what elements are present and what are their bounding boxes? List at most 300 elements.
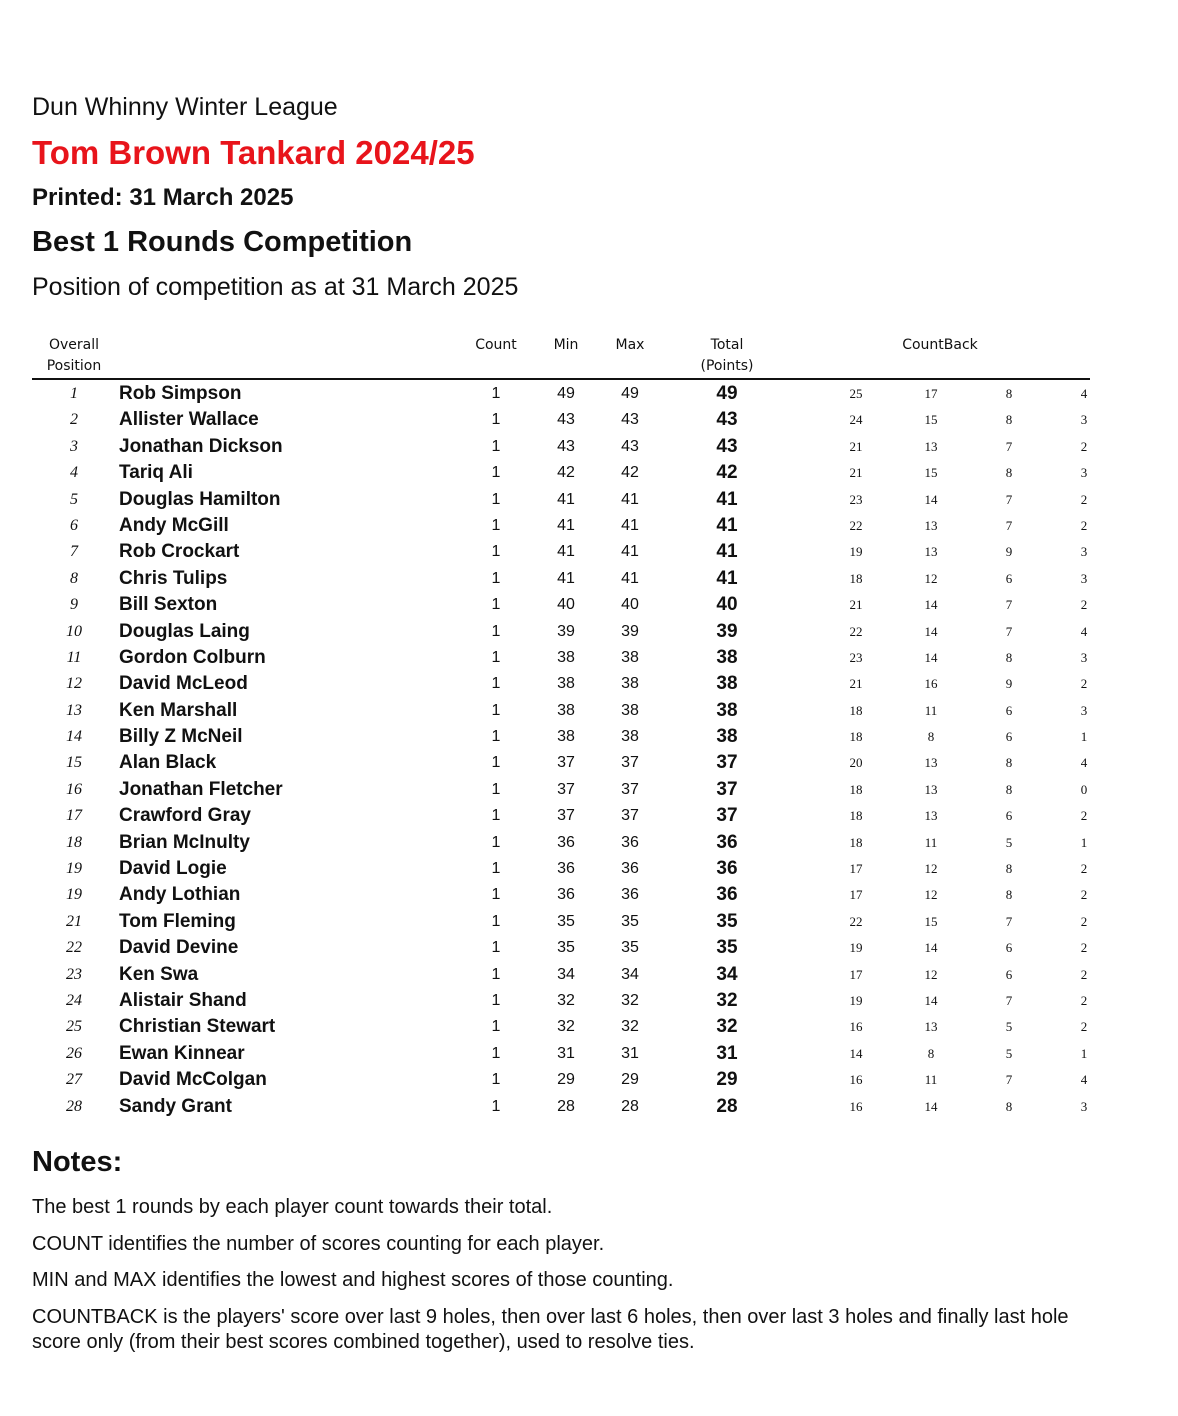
countback-9-cell: 21 <box>849 465 863 481</box>
min-cell: 32 <box>557 1018 575 1036</box>
player-name: David Logie <box>119 858 227 880</box>
max-cell: 38 <box>621 701 639 719</box>
countback-6-cell: 16 <box>924 676 938 692</box>
count-cell: 1 <box>491 385 501 402</box>
count-cell: 1 <box>491 675 501 693</box>
player-name: Alan Black <box>119 752 217 774</box>
min-cell: 38 <box>557 728 575 746</box>
count-cell: 1 <box>491 728 501 746</box>
total-points-cell: 29 <box>716 1069 738 1091</box>
countback-9-cell: 18 <box>849 781 863 797</box>
position-cell: 15 <box>66 754 82 772</box>
min-cell: 42 <box>557 464 575 482</box>
countback-1-cell: 3 <box>1080 649 1088 665</box>
header-count: Count <box>475 337 517 353</box>
countback-1-cell: 2 <box>1080 808 1088 824</box>
position-cell: 3 <box>70 437 78 455</box>
countback-9-cell: 19 <box>849 992 863 1008</box>
countback-9-cell: 22 <box>849 517 863 533</box>
max-cell: 38 <box>621 728 639 746</box>
total-points-cell: 35 <box>716 937 738 959</box>
countback-1-cell: 2 <box>1080 1019 1088 1035</box>
player-name: Crawford Gray <box>119 805 251 827</box>
position-cell: 8 <box>70 569 78 587</box>
countback-1-cell: 1 <box>1080 1045 1088 1061</box>
total-points-cell: 38 <box>716 726 738 748</box>
countback-9-cell: 23 <box>849 649 863 665</box>
countback-6-cell: 12 <box>924 966 938 982</box>
position-cell: 5 <box>70 490 78 508</box>
count-cell: 1 <box>491 965 501 983</box>
countback-1-cell: 3 <box>1080 465 1088 481</box>
countback-1-cell: 2 <box>1080 861 1088 877</box>
total-points-cell: 32 <box>716 989 738 1011</box>
countback-6-cell: 13 <box>924 781 938 797</box>
countback-1-cell: 1 <box>1080 729 1088 745</box>
countback-3-cell: 7 <box>1005 1072 1013 1088</box>
countback-1-cell: 2 <box>1080 491 1088 507</box>
min-cell: 32 <box>557 991 575 1009</box>
position-cell: 7 <box>70 543 78 561</box>
table-row <box>0 592 1178 618</box>
countback-9-cell: 17 <box>849 887 863 903</box>
min-cell: 37 <box>557 780 575 798</box>
position-cell: 13 <box>66 701 82 719</box>
position-cell: 1 <box>70 385 78 402</box>
countback-3-cell: 7 <box>1005 623 1013 639</box>
total-points-cell: 41 <box>716 488 738 510</box>
countback-6-cell: 14 <box>924 940 938 956</box>
countback-3-cell: 8 <box>1005 412 1013 428</box>
player-name: Allister Wallace <box>119 409 259 431</box>
countback-9-cell: 17 <box>849 861 863 877</box>
count-cell: 1 <box>491 754 501 772</box>
position-cell: 11 <box>66 648 82 666</box>
countback-3-cell: 8 <box>1005 887 1013 903</box>
countback-3-cell: 7 <box>1005 597 1013 613</box>
countback-1-cell: 3 <box>1080 570 1088 586</box>
table-row <box>0 407 1178 433</box>
count-cell: 1 <box>491 437 501 455</box>
countback-3-cell: 6 <box>1005 966 1013 982</box>
player-name: Rob Simpson <box>119 383 242 404</box>
max-cell: 29 <box>621 1071 639 1089</box>
countback-9-cell: 20 <box>849 755 863 771</box>
max-cell: 38 <box>621 648 639 666</box>
min-cell: 36 <box>557 886 575 904</box>
total-points-cell: 40 <box>716 594 738 616</box>
count-cell: 1 <box>491 622 501 640</box>
countback-9-cell: 23 <box>849 491 863 507</box>
total-points-cell: 38 <box>716 646 738 668</box>
total-points-cell: 49 <box>716 383 738 404</box>
count-cell: 1 <box>491 807 501 825</box>
count-cell: 1 <box>491 701 501 719</box>
total-points-cell: 38 <box>716 673 738 695</box>
table-row <box>0 962 1178 988</box>
countback-1-cell: 2 <box>1080 676 1088 692</box>
min-cell: 41 <box>557 490 575 508</box>
printed-date: Printed: 31 March 2025 <box>32 184 294 211</box>
count-cell: 1 <box>491 411 501 429</box>
total-points-cell: 41 <box>716 567 738 589</box>
table-row <box>0 1067 1178 1093</box>
position-cell: 16 <box>66 780 82 798</box>
countback-1-cell: 4 <box>1080 386 1088 401</box>
count-cell: 1 <box>491 886 501 904</box>
countback-1-cell: 2 <box>1080 438 1088 454</box>
table-row <box>0 882 1178 908</box>
min-cell: 29 <box>557 1071 575 1089</box>
countback-1-cell: 2 <box>1080 966 1088 982</box>
player-name: Ken Swa <box>119 963 199 985</box>
table-row <box>0 1014 1178 1040</box>
countback-9-cell: 18 <box>849 729 863 745</box>
countback-9-cell: 16 <box>849 1098 863 1114</box>
countback-9-cell: 19 <box>849 940 863 956</box>
position-cell: 19 <box>66 886 82 904</box>
player-name: Alistair Shand <box>119 989 247 1011</box>
player-name: David McLeod <box>119 673 248 695</box>
league-name: Dun Whinny Winter League <box>32 93 338 121</box>
table-row <box>0 1094 1178 1120</box>
max-cell: 37 <box>621 754 639 772</box>
countback-6-cell: 14 <box>924 649 938 665</box>
countback-9-cell: 19 <box>849 544 863 560</box>
countback-1-cell: 2 <box>1080 517 1088 533</box>
header-points: (Points) <box>700 358 754 374</box>
countback-9-cell: 17 <box>849 966 863 982</box>
countback-1-cell: 4 <box>1080 755 1088 771</box>
player-name: Jonathan Fletcher <box>119 778 283 800</box>
table-row <box>0 619 1178 645</box>
countback-6-cell: 14 <box>924 992 938 1008</box>
min-cell: 36 <box>557 860 575 878</box>
position-cell: 19 <box>66 860 82 878</box>
position-cell: 18 <box>66 833 82 851</box>
note-item: MIN and MAX identifies the lowest and highest scores of those counting. <box>32 1269 674 1291</box>
count-cell: 1 <box>491 833 501 851</box>
min-cell: 37 <box>557 754 575 772</box>
total-points-cell: 38 <box>716 699 738 721</box>
table-row <box>0 539 1178 565</box>
countback-6-cell: 8 <box>927 1045 935 1061</box>
countback-6-cell: 15 <box>924 412 938 428</box>
countback-6-cell: 11 <box>924 834 938 850</box>
min-cell: 40 <box>557 596 575 614</box>
countback-6-cell: 12 <box>924 887 938 903</box>
position-cell: 23 <box>66 965 82 983</box>
countback-6-cell: 14 <box>924 597 938 613</box>
table-row <box>0 750 1178 776</box>
countback-1-cell: 0 <box>1080 781 1088 797</box>
max-cell: 39 <box>621 622 639 640</box>
position-cell: 12 <box>66 675 82 693</box>
player-name: Douglas Laing <box>119 620 250 642</box>
table-row <box>0 645 1178 671</box>
player-name: Bill Sexton <box>119 594 218 616</box>
countback-3-cell: 5 <box>1005 1019 1013 1035</box>
countback-6-cell: 15 <box>924 465 938 481</box>
header-rule <box>32 378 1090 380</box>
max-cell: 35 <box>621 912 639 930</box>
player-name: Jonathan Dickson <box>119 435 283 457</box>
max-cell: 36 <box>621 860 639 878</box>
countback-1-cell: 2 <box>1080 597 1088 613</box>
header-min: Min <box>553 337 579 353</box>
player-name: David McColgan <box>119 1069 267 1091</box>
countback-1-cell: 3 <box>1080 702 1088 718</box>
max-cell: 35 <box>621 939 639 957</box>
count-cell: 1 <box>491 860 501 878</box>
header-countback: CountBack <box>902 337 978 353</box>
max-cell: 43 <box>621 437 639 455</box>
min-cell: 37 <box>557 807 575 825</box>
max-cell: 28 <box>621 1097 639 1115</box>
countback-6-cell: 15 <box>924 913 938 929</box>
countback-3-cell: 6 <box>1005 702 1013 718</box>
player-name: Christian Stewart <box>119 1016 276 1038</box>
countback-3-cell: 5 <box>1005 1045 1013 1061</box>
countback-9-cell: 21 <box>849 676 863 692</box>
total-points-cell: 35 <box>716 910 738 932</box>
countback-6-cell: 13 <box>924 438 938 454</box>
player-name: Billy Z McNeil <box>119 726 243 748</box>
player-name: Ken Marshall <box>119 699 238 721</box>
position-cell: 14 <box>66 728 82 746</box>
countback-1-cell: 2 <box>1080 992 1088 1008</box>
countback-6-cell: 12 <box>924 861 938 877</box>
countback-3-cell: 9 <box>1005 544 1013 560</box>
total-points-cell: 31 <box>716 1042 738 1064</box>
max-cell: 36 <box>621 886 639 904</box>
table-row <box>0 909 1178 935</box>
countback-6-cell: 11 <box>924 1072 938 1088</box>
table-row <box>0 566 1178 592</box>
countback-1-cell: 4 <box>1080 1072 1088 1088</box>
count-cell: 1 <box>491 490 501 508</box>
table-row <box>0 777 1178 803</box>
position-cell: 17 <box>66 807 82 825</box>
total-points-cell: 42 <box>716 462 738 484</box>
countback-1-cell: 3 <box>1080 544 1088 560</box>
table-row <box>0 935 1178 961</box>
count-cell: 1 <box>491 543 501 561</box>
countback-9-cell: 18 <box>849 808 863 824</box>
max-cell: 43 <box>621 411 639 429</box>
countback-9-cell: 14 <box>849 1045 863 1061</box>
count-cell: 1 <box>491 1097 501 1115</box>
countback-3-cell: 8 <box>1005 649 1013 665</box>
position-cell: 28 <box>66 1097 82 1115</box>
count-cell: 1 <box>491 991 501 1009</box>
header-overall: Overall <box>48 337 100 353</box>
total-points-cell: 43 <box>716 435 738 457</box>
min-cell: 38 <box>557 701 575 719</box>
player-name: Tom Fleming <box>119 910 236 932</box>
count-cell: 1 <box>491 516 501 534</box>
player-name: Rob Crockart <box>119 541 240 563</box>
player-name: David Devine <box>119 937 239 959</box>
min-cell: 34 <box>557 965 575 983</box>
position-cell: 2 <box>70 411 78 429</box>
min-cell: 41 <box>557 516 575 534</box>
note-item: The best 1 rounds by each player count towards their total. <box>32 1196 553 1218</box>
total-points-cell: 28 <box>716 1095 738 1117</box>
countback-9-cell: 18 <box>849 834 863 850</box>
countback-3-cell: 6 <box>1005 940 1013 956</box>
player-name: Chris Tulips <box>119 567 228 589</box>
countback-6-cell: 13 <box>924 1019 938 1035</box>
total-points-cell: 39 <box>716 620 738 642</box>
position-cell: 22 <box>66 939 82 957</box>
countback-9-cell: 21 <box>849 597 863 613</box>
countback-9-cell: 25 <box>849 386 863 401</box>
position-cell: 9 <box>70 596 78 614</box>
total-points-cell: 43 <box>716 409 738 431</box>
min-cell: 38 <box>557 675 575 693</box>
player-name: Ewan Kinnear <box>119 1042 245 1064</box>
count-cell: 1 <box>491 1044 501 1062</box>
countback-9-cell: 18 <box>849 570 863 586</box>
total-points-cell: 36 <box>716 831 738 853</box>
countback-6-cell: 14 <box>924 491 938 507</box>
count-cell: 1 <box>491 569 501 587</box>
countback-1-cell: 2 <box>1080 887 1088 903</box>
table-row <box>0 513 1178 539</box>
header-position: Position <box>46 358 102 374</box>
max-cell: 31 <box>621 1044 639 1062</box>
min-cell: 41 <box>557 543 575 561</box>
player-name: Andy McGill <box>119 514 229 536</box>
min-cell: 43 <box>557 437 575 455</box>
countback-3-cell: 7 <box>1005 438 1013 454</box>
countback-6-cell: 14 <box>924 623 938 639</box>
countback-6-cell: 13 <box>924 808 938 824</box>
player-name: Gordon Colburn <box>119 646 266 668</box>
countback-6-cell: 17 <box>924 386 938 401</box>
count-cell: 1 <box>491 1018 501 1036</box>
header-overall-position <box>34 335 114 377</box>
position-cell: 27 <box>66 1071 82 1089</box>
countback-1-cell: 2 <box>1080 913 1088 929</box>
table-row <box>0 830 1178 856</box>
count-cell: 1 <box>491 648 501 666</box>
count-cell: 1 <box>491 912 501 930</box>
header-max: Max <box>615 337 645 353</box>
count-cell: 1 <box>491 939 501 957</box>
results-table-body <box>0 381 1178 1120</box>
header-total-points <box>687 335 767 377</box>
count-cell: 1 <box>491 1071 501 1089</box>
table-row <box>0 434 1178 460</box>
countback-6-cell: 13 <box>924 755 938 771</box>
min-cell: 36 <box>557 833 575 851</box>
table-row <box>0 698 1178 724</box>
header-total: Total <box>710 337 744 353</box>
note-item: COUNTBACK is the players' score over last 9 holes, then over last 6 holes, then over last 3 holes and finally last hole score only (from their best scores combined together), used to resolve ties. <box>32 1306 1069 1353</box>
countback-3-cell: 8 <box>1005 781 1013 797</box>
countback-3-cell: 7 <box>1005 913 1013 929</box>
total-points-cell: 34 <box>716 963 738 985</box>
count-cell: 1 <box>491 596 501 614</box>
position-cell: 6 <box>70 516 78 534</box>
min-cell: 35 <box>557 912 575 930</box>
max-cell: 42 <box>621 464 639 482</box>
min-cell: 28 <box>557 1097 575 1115</box>
total-points-cell: 41 <box>716 514 738 536</box>
note-item: COUNT identifies the number of scores counting for each player. <box>32 1233 605 1255</box>
position-cell: 26 <box>66 1044 82 1062</box>
countback-9-cell: 16 <box>849 1072 863 1088</box>
countback-3-cell: 9 <box>1005 676 1013 692</box>
max-cell: 34 <box>621 965 639 983</box>
position-cell: 4 <box>70 464 78 482</box>
total-points-cell: 37 <box>716 805 738 827</box>
max-cell: 41 <box>621 490 639 508</box>
table-row <box>0 460 1178 486</box>
max-cell: 32 <box>621 991 639 1009</box>
countback-6-cell: 11 <box>924 702 938 718</box>
max-cell: 37 <box>621 807 639 825</box>
total-points-cell: 37 <box>716 752 738 774</box>
countback-9-cell: 24 <box>849 412 863 428</box>
countback-3-cell: 8 <box>1005 861 1013 877</box>
min-cell: 39 <box>557 622 575 640</box>
position-as-at: Position of competition as at 31 March 2025 <box>32 273 519 301</box>
max-cell: 40 <box>621 596 639 614</box>
player-name: Sandy Grant <box>119 1095 232 1117</box>
position-cell: 25 <box>66 1018 82 1036</box>
countback-9-cell: 22 <box>849 913 863 929</box>
total-points-cell: 36 <box>716 858 738 880</box>
count-cell: 1 <box>491 780 501 798</box>
countback-1-cell: 3 <box>1080 1098 1088 1114</box>
countback-9-cell: 22 <box>849 623 863 639</box>
countback-1-cell: 1 <box>1080 834 1088 850</box>
countback-1-cell: 4 <box>1080 623 1088 639</box>
max-cell: 37 <box>621 780 639 798</box>
countback-3-cell: 8 <box>1005 465 1013 481</box>
countback-3-cell: 7 <box>1005 992 1013 1008</box>
table-row <box>0 487 1178 513</box>
countback-6-cell: 14 <box>924 1098 938 1114</box>
max-cell: 41 <box>621 516 639 534</box>
countback-6-cell: 13 <box>924 544 938 560</box>
total-points-cell: 37 <box>716 778 738 800</box>
player-name: Tariq Ali <box>119 462 193 484</box>
max-cell: 32 <box>621 1018 639 1036</box>
min-cell: 35 <box>557 939 575 957</box>
countback-3-cell: 6 <box>1005 808 1013 824</box>
table-row <box>0 1041 1178 1067</box>
competition-title: Tom Brown Tankard 2024/25 <box>32 134 475 171</box>
max-cell: 38 <box>621 675 639 693</box>
table-row <box>0 671 1178 697</box>
countback-6-cell: 12 <box>924 570 938 586</box>
countback-6-cell: 13 <box>924 517 938 533</box>
min-cell: 41 <box>557 569 575 587</box>
min-cell: 43 <box>557 411 575 429</box>
countback-3-cell: 8 <box>1005 1098 1013 1114</box>
max-cell: 41 <box>621 569 639 587</box>
table-row <box>0 381 1178 407</box>
countback-9-cell: 16 <box>849 1019 863 1035</box>
count-cell: 1 <box>491 464 501 482</box>
max-cell: 49 <box>621 385 639 402</box>
countback-1-cell: 3 <box>1080 412 1088 428</box>
countback-9-cell: 18 <box>849 702 863 718</box>
